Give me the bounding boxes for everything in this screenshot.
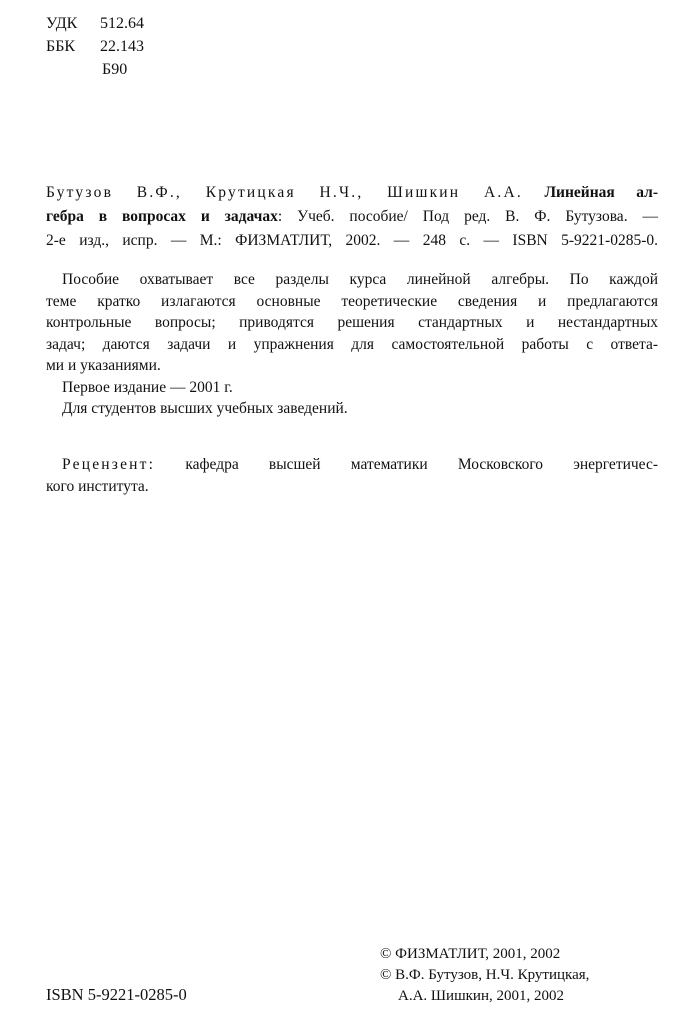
bbk-value: 22.143: [100, 38, 144, 55]
copyright-line-publisher: © ФИЗМАТЛИТ, 2001, 2002: [380, 946, 561, 962]
audience-note: Для студентов высших учебных заведений.: [62, 400, 348, 417]
copyright-line-authors-cont: А.А. Шишкин, 2001, 2002: [398, 988, 564, 1004]
copyright-line-authors: © В.Ф. Бутузов, Н.Ч. Крутицкая,: [380, 967, 590, 983]
udk-value: 512.64: [100, 15, 144, 32]
annotation-line: Пособие охватывает все разделы курса линейной алгебры. По каждой: [62, 271, 658, 288]
bbk-label: ББК: [46, 38, 76, 55]
authors: Бутузов В.Ф., Крутицкая Н.Ч., Шишкин А.А.: [46, 184, 523, 201]
reviewer-label: Рецензент:: [62, 456, 156, 473]
author-mark: Б90: [102, 61, 128, 78]
first-edition-note: Первое издание — 2001 г.: [62, 378, 233, 396]
book-title-part-2: гебра в вопросах и задачах: [46, 208, 278, 225]
reviewer-line-2: кого института.: [46, 477, 149, 495]
classification-codes: [46, 12, 144, 81]
udk-row: [46, 12, 144, 35]
reviewer-line-1: [46, 454, 658, 476]
biblio-line-1: [46, 181, 658, 205]
biblio-line-3: 2-е изд., испр. — М.: ФИЗМАТЛИТ, 2002. — 248 с. — ISBN 5-9221-0285-0.: [46, 232, 658, 249]
reviewer-text: кафедра высшей математики Московского энергетичес-: [155, 456, 658, 473]
bbk-row: [46, 35, 144, 58]
annotation-line: задач; даются задачи и упражнения для самостоятельной работы с ответа-: [46, 335, 658, 353]
biblio-line-2: [46, 205, 658, 229]
annotation: [46, 269, 658, 420]
biblio-edition-info: : Учеб. пособие/ Под ред. В. Ф. Бутузова. —: [277, 208, 658, 225]
annotation-line: контрольные вопросы; приводятся решения стандартных и нестандартных: [46, 314, 658, 331]
copyright-notice: [380, 944, 589, 1007]
book-title-part-1: Линейная ал-: [544, 184, 659, 201]
annotation-line: теме кратко излагаются основные теоретические сведения и предлагаются: [46, 292, 658, 310]
reviewer-block: [46, 454, 658, 497]
annotation-line: ми и указаниями.: [46, 357, 161, 374]
udk-label: УДК: [46, 15, 78, 32]
bibliographic-record: [46, 181, 658, 253]
isbn-footer: ISBN 5-9221-0285-0: [46, 985, 187, 1004]
